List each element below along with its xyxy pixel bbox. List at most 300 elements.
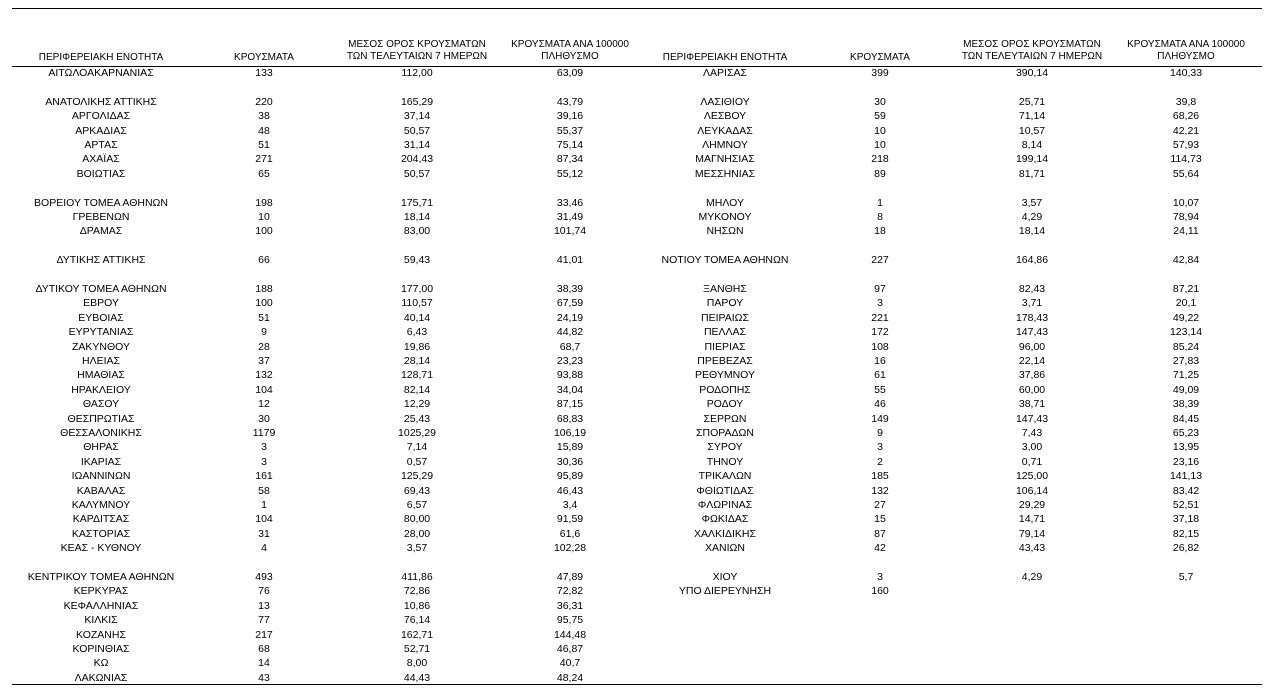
cases-cell: 30 [258, 412, 270, 425]
per100k-cell: 68,7 [559, 340, 581, 353]
per100k-cell: 48,24 [556, 671, 584, 684]
region-cell: ΝΗΣΩΝ [706, 225, 744, 238]
cases-cell: 221 [871, 311, 889, 324]
region-cell: ΙΩΑΝΝΙΝΩΝ [71, 470, 131, 483]
cases-cell: 30 [874, 95, 886, 108]
avg7-cell: 3,57 [406, 542, 428, 555]
avg7-cell: 60,00 [1018, 383, 1046, 396]
region-cell: ΜΗΛΟΥ [706, 196, 744, 209]
per100k-cell: 38,39 [1172, 398, 1200, 411]
region-cell: ΤΗΝΟΥ [706, 455, 744, 468]
per100k-cell: 63,09 [556, 67, 584, 79]
cases-cell: 89 [874, 167, 886, 180]
cases-cell: 188 [255, 283, 273, 295]
per100k-cell: 95,89 [556, 470, 584, 483]
cases-cell: 38 [258, 110, 270, 123]
cases-cell: 77 [258, 614, 270, 627]
cases-cell: 55 [874, 383, 886, 396]
per100k-cell: 61,6 [559, 527, 581, 540]
per100k-cell: 39,8 [1175, 95, 1197, 108]
region-cell: ΖΑΚΥΝΘΟΥ [71, 340, 131, 353]
cases-cell: 132 [871, 484, 889, 497]
per100k-cell: 23,16 [1172, 455, 1200, 468]
region-cell: ΣΥΡΟΥ [707, 441, 743, 454]
per100k-cell: 13,95 [1172, 441, 1200, 454]
cases-cell: 100 [255, 297, 273, 310]
region-cell: ΤΡΙΚΑΛΩΝ [698, 470, 752, 483]
region-cell: ΑΡΤΑΣ [84, 139, 118, 151]
cases-cell: 160 [871, 585, 889, 598]
cases-cell: 399 [871, 67, 889, 79]
avg7-cell: 147,43 [1015, 412, 1049, 425]
region-cell: ΙΚΑΡΙΑΣ [80, 455, 122, 468]
per100k-cell: 83,42 [1172, 484, 1200, 497]
cases-cell: 43 [258, 671, 270, 684]
avg7-cell: 4,29 [1021, 571, 1043, 583]
cases-cell: 76 [258, 585, 270, 598]
region-cell: ΚΩ [93, 657, 109, 670]
avg7-cell: 177,00 [400, 283, 434, 295]
cases-cell: 4 [261, 542, 267, 555]
per100k-cell: 36,31 [556, 599, 584, 612]
avg7-cell: 4,29 [1021, 211, 1043, 223]
header-per100k-right [1127, 39, 1245, 62]
avg7-cell: 3,71 [1021, 297, 1043, 310]
region-cell: ΚΙΛΚΙΣ [84, 614, 118, 627]
region-cell: ΡΕΘΥΜΝΟΥ [694, 369, 756, 382]
cases-cell: 42 [874, 542, 886, 555]
region-cell: ΚΕΦΑΛΛΗΝΙΑΣ [63, 599, 139, 612]
avg7-cell: 18,14 [403, 211, 431, 223]
region-cell: ΛΑΣΙΘΙΟΥ [700, 95, 750, 108]
per100k-cell: 57,93 [1172, 139, 1200, 151]
cases-cell: 46 [874, 398, 886, 411]
region-cell: ΗΡΑΚΛΕΙΟΥ [71, 383, 131, 396]
per100k-cell: 34,04 [556, 383, 584, 396]
avg7-cell: 69,43 [403, 484, 431, 497]
avg7-cell: 125,00 [1015, 470, 1049, 483]
cases-cell: 61 [874, 369, 886, 382]
avg7-cell: 10,57 [1018, 124, 1046, 137]
header-avg7-line1: ΜΕΣΟΣ ΟΡΟΣ ΚΡΟΥΣΜΑΤΩΝ [963, 39, 1101, 50]
avg7-cell: 43,43 [1018, 542, 1046, 555]
cases-cell: 15 [874, 513, 886, 526]
cases-cell: 87 [874, 527, 886, 540]
avg7-cell: 44,43 [403, 671, 431, 684]
cases-cell: 16 [874, 355, 886, 367]
cases-cell: 227 [871, 254, 889, 267]
cases-cell: 161 [255, 470, 273, 483]
region-cell: ΥΠΟ ΔΙΕΡΕΥΝΗΣΗ [678, 585, 772, 598]
header-rule [12, 66, 1262, 67]
per100k-cell: 144,48 [553, 628, 587, 641]
avg7-cell: 162,71 [400, 628, 434, 641]
avg7-cell: 8,14 [1021, 139, 1043, 151]
per100k-cell: 3,4 [562, 499, 578, 511]
region-cell: ΑΧΑΪΑΣ [82, 153, 120, 166]
cases-cell: 66 [258, 254, 270, 267]
cases-cell: 132 [255, 369, 273, 382]
per100k-cell: 10,07 [1172, 196, 1200, 209]
cases-cell: 14 [258, 657, 270, 670]
avg7-cell: 25,43 [403, 412, 431, 425]
avg7-cell: 390,14 [1015, 67, 1049, 79]
region-cell: ΜΥΚΟΝΟΥ [698, 211, 752, 223]
cases-cell: 493 [255, 571, 273, 583]
per100k-cell: 42,84 [1172, 254, 1200, 267]
per100k-cell: 93,88 [556, 369, 584, 382]
avg7-cell: 79,14 [1018, 527, 1046, 540]
region-cell: ΑΝΑΤΟΛΙΚΗΣ ΑΤΤΙΚΗΣ [45, 95, 157, 108]
cases-cell: 9 [877, 427, 883, 439]
cases-cell: 28 [258, 340, 270, 353]
cases-cell: 65 [258, 167, 270, 180]
region-cell: ΔΥΤΙΚΟΥ ΤΟΜΕΑ ΑΘΗΝΩΝ [35, 283, 167, 295]
per100k-cell: 78,94 [1172, 211, 1200, 223]
top-rule [12, 8, 1262, 9]
cases-cell: 104 [255, 383, 273, 396]
avg7-cell: 1025,29 [398, 427, 436, 439]
per100k-cell: 42,21 [1172, 124, 1200, 137]
per100k-cell: 85,24 [1172, 340, 1200, 353]
cases-cell: 3 [261, 441, 267, 454]
per100k-cell: 141,13 [1169, 470, 1203, 483]
avg7-cell: 40,14 [403, 311, 431, 324]
cases-cell: 3 [877, 297, 883, 310]
per100k-cell: 55,37 [556, 124, 584, 137]
avg7-cell: 38,71 [1018, 398, 1046, 411]
header-region-left [39, 52, 163, 64]
cases-cell: 1 [877, 196, 883, 209]
cases-cell: 51 [258, 139, 270, 151]
per100k-cell: 106,19 [553, 427, 587, 439]
region-cell: ΠΑΡΟΥ [706, 297, 744, 310]
region-cell: ΘΕΣΣΑΛΟΝΙΚΗΣ [60, 427, 142, 439]
header-avg7-line2: ΤΩΝ ΤΕΛΕΥΤΑΙΩΝ 7 ΗΜΕΡΩΝ [346, 50, 488, 62]
cases-cell: 149 [871, 412, 889, 425]
per100k-cell: 33,46 [556, 196, 584, 209]
per100k-cell: 38,39 [556, 283, 584, 295]
region-cell: ΠΕΙΡΑΙΩΣ [701, 311, 749, 324]
cases-cell: 59 [874, 110, 886, 123]
region-cell: ΦΘΙΩΤΙΔΑΣ [696, 484, 754, 497]
avg7-cell: 59,43 [403, 254, 431, 267]
cases-cell: 3 [877, 571, 883, 583]
avg7-cell: 50,57 [403, 124, 431, 137]
header-avg7-line2: ΤΩΝ ΤΕΛΕΥΤΑΙΩΝ 7 ΗΜΕΡΩΝ [961, 50, 1103, 62]
avg7-cell: 3,57 [1021, 196, 1043, 209]
avg7-cell: 0,57 [406, 455, 428, 468]
avg7-cell: 96,00 [1018, 340, 1046, 353]
avg7-cell: 71,14 [1018, 110, 1046, 123]
cases-cell: 13 [258, 599, 270, 612]
avg7-cell: 28,00 [403, 527, 431, 540]
region-cell: ΒΟΡΕΙΟΥ ΤΟΜΕΑ ΑΘΗΝΩΝ [34, 196, 168, 209]
avg7-cell: 164,86 [1015, 254, 1049, 267]
region-cell: ΠΙΕΡΙΑΣ [704, 340, 746, 353]
avg7-cell: 411,86 [401, 571, 433, 583]
avg7-cell: 81,71 [1018, 167, 1046, 180]
avg7-cell: 18,14 [1018, 225, 1046, 238]
per100k-cell: 5,7 [1178, 571, 1194, 583]
cases-cell: 9 [261, 326, 267, 339]
region-cell: ΡΟΔΟΠΗΣ [699, 383, 751, 396]
cases-cell: 3 [261, 455, 267, 468]
cases-cell: 220 [255, 95, 273, 108]
cases-cell: 185 [871, 470, 889, 483]
region-cell: ΘΗΡΑΣ [83, 441, 119, 454]
header-cases-left [234, 52, 294, 64]
per100k-cell: 31,49 [556, 211, 584, 223]
cases-cell: 108 [871, 340, 889, 353]
avg7-cell: 12,29 [403, 398, 431, 411]
header-per100k-line1: ΚΡΟΥΣΜΑΤΑ ΑΝΑ 100000 [511, 39, 629, 50]
avg7-cell: 0,71 [1021, 455, 1043, 468]
region-cell: ΚΕΑΣ - ΚΥΘΝΟΥ [60, 542, 142, 555]
avg7-cell: 112,00 [401, 67, 433, 79]
region-cell: ΧΑΝΙΩΝ [705, 542, 745, 555]
region-cell: ΚΕΝΤΡΙΚΟΥ ΤΟΜΕΑ ΑΘΗΝΩΝ [27, 571, 175, 583]
cases-cell: 104 [255, 513, 273, 526]
avg7-cell: 7,14 [406, 441, 428, 454]
per100k-cell: 55,12 [556, 167, 584, 180]
per100k-cell: 24,19 [556, 311, 584, 324]
avg7-cell: 110,57 [401, 297, 433, 310]
avg7-cell: 6,57 [406, 499, 428, 511]
region-cell: ΚΑΛΥΜΝΟΥ [71, 499, 131, 511]
cases-cell: 31 [258, 527, 270, 540]
avg7-cell: 29,29 [1018, 499, 1046, 511]
header-avg7-right [962, 39, 1102, 62]
per100k-cell: 23,23 [556, 355, 584, 367]
per100k-cell: 102,28 [553, 542, 587, 555]
region-cell: ΠΕΛΛΑΣ [703, 326, 747, 339]
region-cell: ΦΛΩΡΙΝΑΣ [697, 499, 753, 511]
region-cell: ΚΟΡΙΝΘΙΑΣ [72, 643, 130, 655]
cases-cell: 37 [258, 355, 270, 367]
cases-cell: 97 [874, 283, 886, 295]
header-cases-label: ΚΡΟΥΣΜΑΤΑ [850, 52, 910, 63]
per100k-cell: 49,09 [1172, 383, 1200, 396]
avg7-cell: 8,00 [406, 657, 428, 670]
region-cell: ΚΑΒΑΛΑΣ [76, 484, 126, 497]
per100k-cell: 39,16 [556, 110, 584, 123]
cases-cell: 10 [874, 139, 886, 151]
per100k-cell: 75,14 [556, 139, 584, 151]
header-per100k-line1: ΚΡΟΥΣΜΑΤΑ ΑΝΑ 100000 [1127, 39, 1245, 50]
per100k-cell: 71,25 [1172, 369, 1200, 382]
region-cell: ΓΡΕΒΕΝΩΝ [72, 211, 130, 223]
per100k-cell: 123,14 [1169, 326, 1203, 339]
per100k-cell: 65,23 [1172, 427, 1200, 439]
avg7-cell: 28,14 [403, 355, 431, 367]
region-cell: ΕΥΡΥΤΑΝΙΑΣ [68, 326, 134, 339]
per100k-cell: 82,15 [1172, 527, 1200, 540]
avg7-cell: 10,86 [403, 599, 431, 612]
region-cell: ΗΜΑΘΙΑΣ [77, 369, 125, 382]
avg7-cell: 125,29 [400, 470, 434, 483]
cases-cell: 3 [877, 441, 883, 454]
per100k-cell: 68,26 [1172, 110, 1200, 123]
per100k-cell: 30,36 [556, 455, 584, 468]
region-cell: ΗΛΕΙΑΣ [81, 355, 121, 367]
avg7-cell: 80,00 [403, 513, 431, 526]
per100k-cell: 55,64 [1172, 167, 1200, 180]
region-cell: ΘΕΣΠΡΩΤΙΑΣ [67, 412, 135, 425]
cases-cell: 10 [874, 124, 886, 137]
per100k-cell: 40,7 [559, 657, 581, 670]
region-cell: ΚΕΡΚΥΡΑΣ [73, 585, 129, 598]
region-cell: ΣΠΟΡΑΔΩΝ [696, 427, 754, 439]
avg7-cell: 52,71 [403, 643, 431, 655]
avg7-cell: 199,14 [1015, 153, 1049, 166]
region-cell: ΜΕΣΣΗΝΙΑΣ [694, 167, 756, 180]
cases-cell: 1179 [252, 427, 276, 439]
avg7-cell: 83,00 [403, 225, 431, 238]
cases-cell: 51 [258, 311, 270, 324]
per100k-cell: 46,43 [556, 484, 584, 497]
cases-cell: 12 [258, 398, 270, 411]
avg7-cell: 82,43 [1018, 283, 1046, 295]
region-cell: ΛΑΡΙΣΑΣ [703, 67, 747, 79]
cases-cell: 100 [255, 225, 273, 238]
per100k-cell: 84,45 [1172, 412, 1200, 425]
avg7-cell: 147,43 [1015, 326, 1049, 339]
per100k-cell: 27,83 [1172, 355, 1200, 367]
region-cell: ΕΥΒΟΙΑΣ [78, 311, 124, 324]
region-cell: ΦΩΚΙΔΑΣ [701, 513, 749, 526]
per100k-cell: 44,82 [556, 326, 584, 339]
cases-cell: 8 [877, 211, 883, 223]
header-avg7-left [347, 39, 487, 62]
region-cell: ΣΕΡΡΩΝ [703, 412, 747, 425]
region-cell: ΞΑΝΘΗΣ [703, 283, 747, 295]
header-per100k-line2: ΠΛΗΘΥΣΜΟ [1157, 50, 1215, 62]
per100k-cell: 67,59 [556, 297, 584, 310]
per100k-cell: 72,82 [556, 585, 584, 598]
cases-cell: 18 [874, 225, 886, 238]
cases-cell: 1 [261, 499, 267, 511]
cases-cell: 27 [874, 499, 886, 511]
avg7-cell: 106,14 [1015, 484, 1049, 497]
region-cell: ΑΡΓΟΛΙΔΑΣ [71, 110, 131, 123]
per100k-cell: 47,89 [556, 571, 584, 583]
per100k-cell: 49,22 [1172, 311, 1200, 324]
avg7-cell: 19,86 [403, 340, 431, 353]
per100k-cell: 87,15 [556, 398, 584, 411]
region-cell: ΚΟΖΑΝΗΣ [76, 628, 126, 641]
per100k-cell: 140,33 [1169, 67, 1203, 79]
per100k-cell: 46,87 [556, 643, 584, 655]
cases-cell: 10 [258, 211, 270, 223]
per100k-cell: 95,75 [556, 614, 584, 627]
region-cell: ΡΟΔΟΥ [706, 398, 744, 411]
cases-cell: 172 [871, 326, 889, 339]
avg7-cell: 178,43 [1015, 311, 1049, 324]
header-per100k-left [511, 39, 629, 62]
region-cell: ΑΙΤΩΛΟΑΚΑΡΝΑΝΙΑΣ [48, 67, 154, 79]
avg7-cell: 82,14 [403, 383, 431, 396]
cases-cell: 133 [255, 67, 273, 79]
per100k-cell: 87,34 [556, 153, 584, 166]
cases-cell: 68 [258, 643, 270, 655]
per100k-cell: 91,59 [556, 513, 584, 526]
avg7-cell: 7,43 [1021, 427, 1043, 439]
region-cell: ΝΟΤΙΟΥ ΤΟΜΕΑ ΑΘΗΝΩΝ [661, 254, 789, 267]
header-region-label: ΠΕΡΙΦΕΡΕΙΑΚΗ ΕΝΟΤΗΤΑ [38, 52, 164, 63]
region-cell: ΑΡΚΑΔΙΑΣ [75, 124, 127, 137]
bottom-rule [12, 684, 1262, 685]
per100k-cell: 114,73 [1170, 153, 1202, 166]
region-cell: ΛΗΜΝΟΥ [702, 139, 748, 151]
per100k-cell: 68,83 [556, 412, 584, 425]
per100k-cell: 20,1 [1175, 297, 1197, 310]
avg7-cell: 76,14 [403, 614, 431, 627]
region-cell: ΛΑΚΩΝΙΑΣ [74, 671, 128, 684]
region-cell: ΜΑΓΝΗΣΙΑΣ [695, 153, 755, 166]
region-cell: ΔΡΑΜΑΣ [79, 225, 123, 238]
region-cell: ΧΙΟΥ [712, 571, 738, 583]
per100k-cell: 24,11 [1173, 225, 1199, 238]
region-cell: ΛΕΣΒΟΥ [703, 110, 747, 123]
per100k-cell: 37,18 [1172, 513, 1200, 526]
avg7-cell: 31,14 [403, 139, 431, 151]
per100k-cell: 87,21 [1172, 283, 1200, 295]
header-per100k-line2: ΠΛΗΘΥΣΜΟ [541, 50, 599, 62]
avg7-cell: 25,71 [1018, 95, 1046, 108]
header-cases-label: ΚΡΟΥΣΜΑΤΑ [234, 52, 294, 63]
cases-cell: 2 [877, 455, 883, 468]
per100k-cell: 26,82 [1172, 542, 1200, 555]
avg7-cell: 14,71 [1018, 513, 1046, 526]
avg7-cell: 175,71 [400, 196, 434, 209]
avg7-cell: 72,86 [403, 585, 431, 598]
avg7-cell: 3,00 [1021, 441, 1043, 454]
per100k-cell: 43,79 [556, 95, 584, 108]
region-cell: ΧΑΛΚΙΔΙΚΗΣ [694, 527, 756, 540]
cases-cell: 58 [258, 484, 270, 497]
per100k-cell: 15,89 [556, 441, 584, 454]
header-avg7-line1: ΜΕΣΟΣ ΟΡΟΣ ΚΡΟΥΣΜΑΤΩΝ [348, 39, 486, 50]
cases-cell: 217 [255, 628, 273, 641]
cases-cell: 218 [871, 153, 889, 166]
region-cell: ΠΡΕΒΕΖΑΣ [697, 355, 753, 367]
avg7-cell: 37,86 [1018, 369, 1046, 382]
region-cell: ΚΑΡΔΙΤΣΑΣ [72, 513, 130, 526]
region-cell: ΒΟΙΩΤΙΑΣ [76, 167, 126, 180]
header-region-label: ΠΕΡΙΦΕΡΕΙΑΚΗ ΕΝΟΤΗΤΑ [662, 52, 788, 63]
cases-cell: 271 [255, 153, 273, 166]
header-cases-right [850, 52, 910, 64]
avg7-cell: 6,43 [406, 326, 428, 339]
region-cell: ΚΑΣΤΟΡΙΑΣ [71, 527, 131, 540]
per100k-cell: 101,74 [553, 225, 587, 238]
region-cell: ΛΕΥΚΑΔΑΣ [697, 124, 753, 137]
avg7-cell: 165,29 [400, 95, 434, 108]
avg7-cell: 128,71 [400, 369, 434, 382]
per100k-cell: 52,51 [1172, 499, 1200, 511]
avg7-cell: 37,14 [403, 110, 431, 123]
avg7-cell: 204,43 [400, 153, 434, 166]
region-cell: ΘΑΣΟΥ [82, 398, 120, 411]
avg7-cell: 22,14 [1018, 355, 1046, 367]
avg7-cell: 50,57 [403, 167, 431, 180]
per100k-cell: 41,01 [556, 254, 584, 267]
cases-cell: 48 [258, 124, 270, 137]
region-cell: ΕΒΡΟΥ [83, 297, 119, 310]
header-region-right [663, 52, 787, 64]
cases-cell: 198 [255, 196, 273, 209]
